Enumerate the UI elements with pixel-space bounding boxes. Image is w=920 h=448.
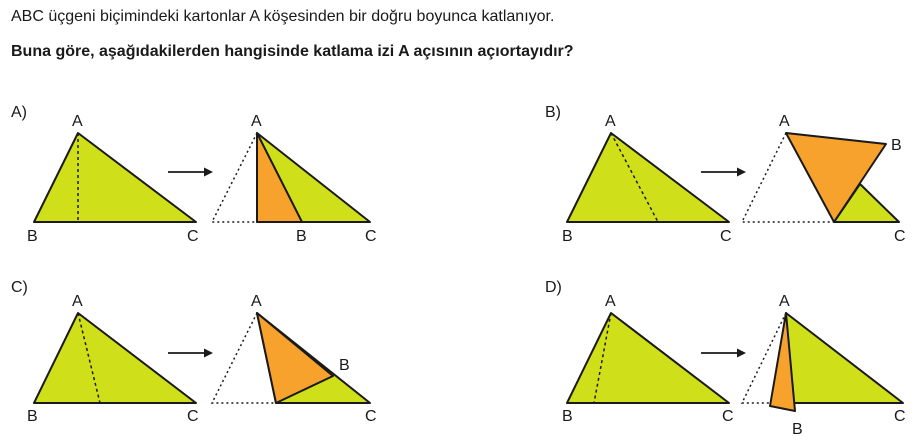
option-c-triangle xyxy=(34,313,196,403)
option-d-vertex-b: B xyxy=(562,408,573,425)
option-d-folded-vertex-a: A xyxy=(779,293,790,310)
option-c[interactable] xyxy=(11,279,377,425)
option-a-ghost-outline xyxy=(212,133,257,222)
option-d-label: D) xyxy=(545,279,562,296)
option-a-arrow-icon xyxy=(168,168,213,177)
option-a-folded-vertex-a: A xyxy=(251,113,262,130)
option-d-vertex-c: C xyxy=(722,408,734,425)
option-a-vertex-b: B xyxy=(27,228,38,245)
option-c-label: C) xyxy=(11,279,28,296)
option-a-folded-vertex-c: C xyxy=(365,228,377,245)
option-a-triangle xyxy=(34,133,196,222)
option-a-folded-vertex-b: B xyxy=(296,228,307,245)
option-b-folded-vertex-c: C xyxy=(894,228,906,245)
option-b-label: B) xyxy=(545,104,561,121)
option-c-folded-vertex-a: A xyxy=(251,293,262,310)
option-b-folded-vertex-b: B xyxy=(891,137,902,154)
option-c-vertex-b: B xyxy=(27,408,38,425)
option-a-label: A) xyxy=(11,104,27,121)
option-a-vertex-a: A xyxy=(72,113,83,130)
option-d[interactable] xyxy=(545,279,906,438)
option-d-arrow-icon xyxy=(701,349,746,358)
option-c-vertex-c: C xyxy=(187,408,199,425)
option-c-folded-vertex-b: B xyxy=(339,357,350,374)
option-c-vertex-a: A xyxy=(72,293,83,310)
option-b[interactable] xyxy=(545,104,906,245)
option-c-arrow-icon xyxy=(168,349,213,358)
question-line-2: Buna göre, aşağıdakilerden hangisinde katlama izi A açısının açıortayıdır? xyxy=(11,43,574,60)
option-c-folded-vertex-c: C xyxy=(365,408,377,425)
option-a-vertex-c: C xyxy=(187,228,199,245)
option-d-triangle xyxy=(567,313,729,403)
option-b-vertex-a: A xyxy=(605,113,616,130)
option-d-vertex-a: A xyxy=(605,293,616,310)
option-b-vertex-b: B xyxy=(562,228,573,245)
question-line-1: ABC üçgeni biçimindeki kartonlar A köşesinden bir doğru boyunca katlanıyor. xyxy=(11,8,555,25)
option-a[interactable] xyxy=(11,104,377,245)
option-d-folded-vertex-b: B xyxy=(792,421,803,438)
option-b-folded-vertex-a: A xyxy=(779,113,790,130)
option-b-vertex-c: C xyxy=(720,228,732,245)
option-b-triangle xyxy=(567,133,729,222)
option-d-folded-vertex-c: C xyxy=(894,408,906,425)
option-b-arrow-icon xyxy=(701,168,746,177)
